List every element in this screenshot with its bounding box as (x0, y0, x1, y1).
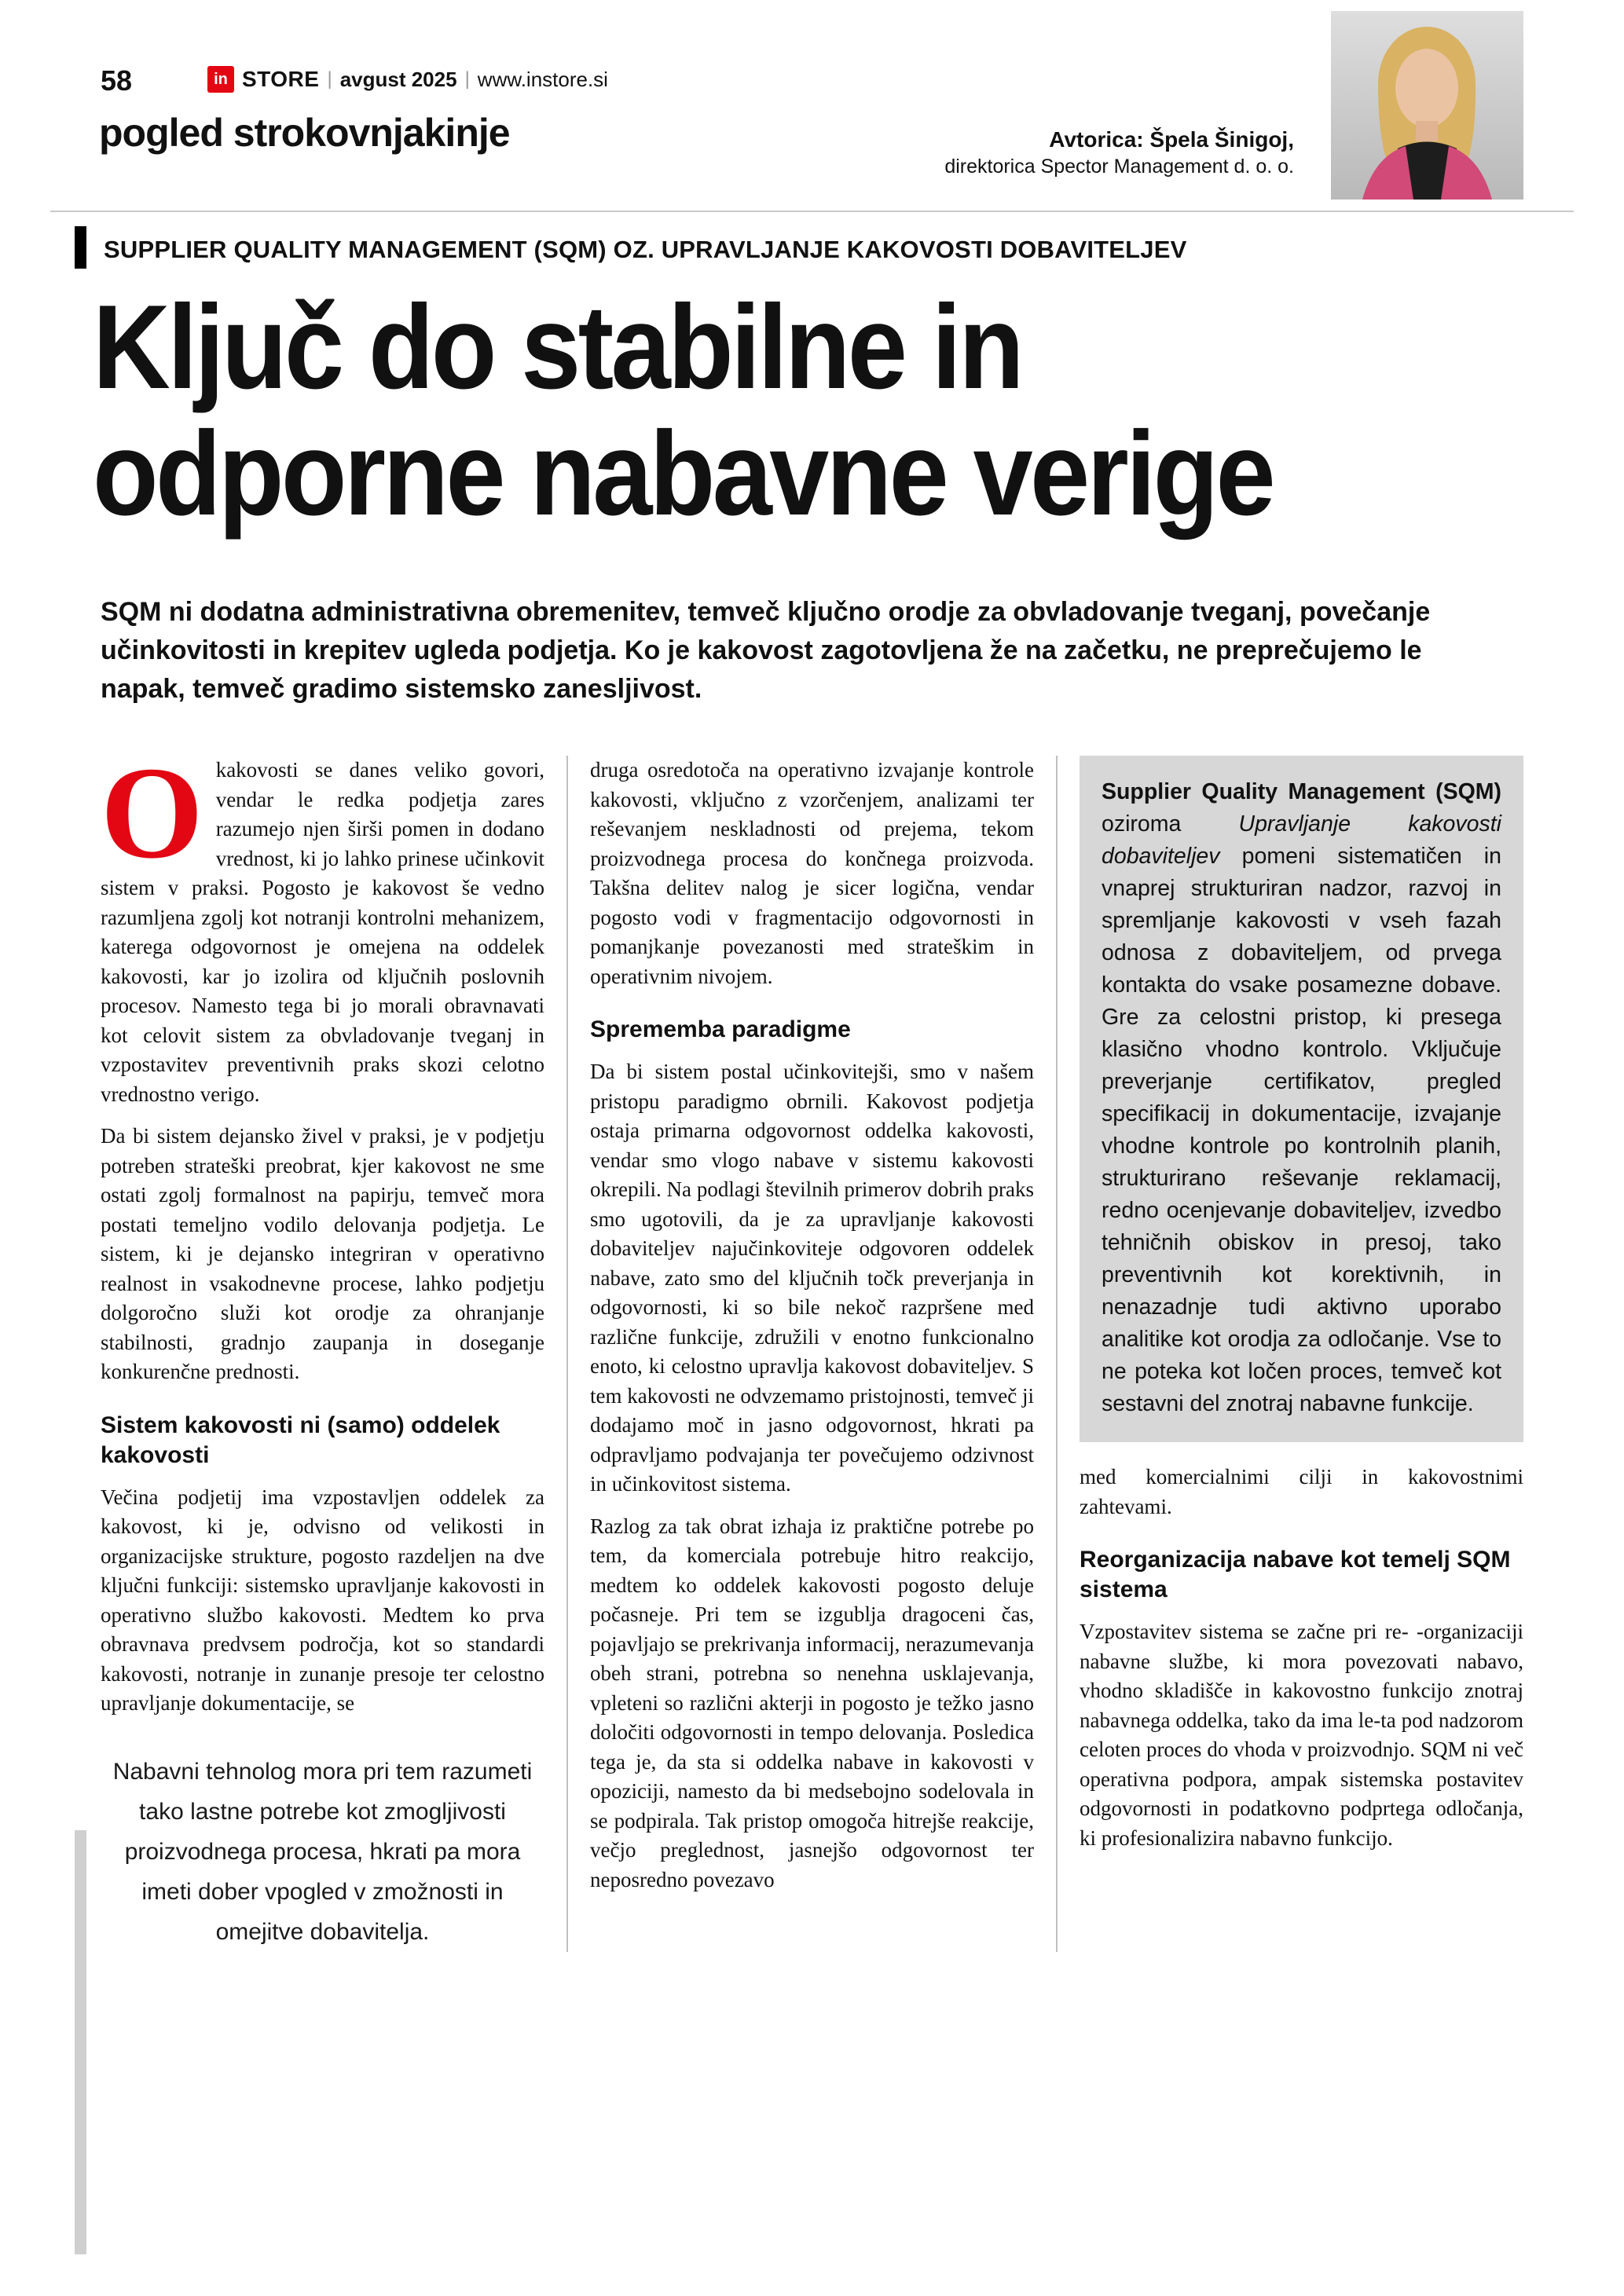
box-term-italic: Upravljanje kakovosti dobaviteljev (1102, 811, 1501, 869)
pull-quote: Nabavni tehnolog mora pri tem razumeti tako lastne potrebe kot zmogljivosti proizvodnega procesa, hkrati pa mora imeti dober vpogled v zmožnosti in omejitve dobavitelja. (112, 1758, 533, 1945)
instore-logo-text: STORE (242, 67, 320, 91)
box-text: oziroma (1102, 811, 1239, 837)
paragraph-text: kakovosti se danes veliko govori, vendar le redka podjetja zares razumejo njen širši pomen in dodano vrednost, ki jo lahko prinese učinkovit sistem v praksi. Pogosto je kakovost še vedno razumljena zgolj kot notranji kontrolni mehanizem, katerega odgovornost je omejena na oddelek kakovosti, kar jo izolira od ključnih poslovnih procesov. Namesto tega bi jo morali obravnavati kot celovit sistem za obvladovanje tveganj in vzpostavitev preventivnih praks skozi celotno vrednostno verigo. (101, 758, 544, 1106)
author-role: direktorica Spector Management d. o. o. (944, 156, 1294, 178)
paragraph: Razlog za tak obrat izhaja iz praktične potrebe po tem, da komerciala potrebuje hitro reakcijo, medtem ko oddelek kakovosti pogosto deluje počasneje. Pri tem se izgublja dragoceni čas, pojavljajo se prekrivanja informacij, nerazumevanja obeh strani, potrebna so nenehna usklajevanja, vpleteni so različni akterji in pogosto je težko jasno določiti odgovornosti in tempo delovanja. Posledica tega je, da sta si oddelka nabave in kakovosti v opoziciji, namesto da bi medsebojno sodelovala in se podpirala. Tak pristop omogoča hitrejše reakcije, večjo preglednost, jasnejšo odgovornost ter neposredno povezavo (590, 1514, 1034, 1891)
instore-masthead (207, 66, 608, 93)
box-term-bold: Supplier Quality Management (SQM) (1102, 779, 1501, 804)
paragraph: Večina podjetij ima vzpostavljen oddelek za kakovost, ki je, odvisno od velikosti in organizacijske strukture, pogosto razdeljen na dve ključni funkciji: sistemsko upravljanje kakovosti in operativno službo kakovosti. Medtem ko prva obravnava predvsem področja, kot so standardi kakovosti, notranje in zunanje presoje ter celostno upravljanje dokumentacije, se (101, 1485, 544, 1715)
article-body (101, 740, 1523, 1952)
box-text: pomeni sistematičen in vnaprej strukturiran nadzor, razvoj in spremljanje kakovosti v vseh fazah odnosa z dobaviteljem, od prvega kontakta do vsake posamezne dobave. Gre za celostni pristop, ki presega klasično vhodno kontrolo. Vključuje preverjanje certifikatov, pregled specifikacij in dokumentacije, izvajanje vhodne kontrole po kontrolnih planih, strukturirano reševanje reklamacij, redno ocenjevanje dobaviteljev, izvedbo tehničnih obiskov in presoj, tako preventivnih kot korektivnih, in nenazadnje tudi aktivno uporabo analitike kot orodja za odločanje. Vse to ne poteka kot ločen proces, temveč kot sestavni del znotraj nabavne funkcije. (1102, 844, 1501, 1416)
author-credit (823, 127, 1294, 178)
paragraph: Vzpostavitev sistema se začne pri re- -organizaciji nabavne službe, ki mora povezovati nabavo, vhodno skladišče in kakovostno funkcijo znotraj nabavnega oddelka, tako da ima le-ta pod nadzorom celoten proces do vhoda v proizvodnjo. SQM ni več operativna podpora, ampak sistemska postavitev odgovornosti in podatkovno podprtega odločanja, ki profesionalizira nabavno funkcijo. (1080, 1620, 1523, 1850)
article-headline (93, 280, 1578, 540)
column-2 (566, 756, 1034, 1952)
column-3 (1056, 756, 1523, 1952)
subheading-sistem-kakovosti: Sistem kakovosti ni (samo) oddelek kakovosti (101, 1412, 500, 1468)
paragraph (101, 740, 544, 1109)
paragraph: Da bi sistem dejansko živel v praksi, je v podjetju potreben strateški preobrat, kjer kakovost ne sme ostati zgolj formalnost na papirju, temveč mora postati temeljno vodilo delovanja podjetja. Le sistem, ki je dejansko integriran v operativno realnost in vsakodnevne procese, lahko podjetju dolgoročno služi kot orodje za ohranjanje stabilnosti, gradnjo zaupanja in doseganje konkurenčne prednosti. (101, 1124, 544, 1383)
drop-cap: O (101, 740, 203, 886)
paragraph: Da bi sistem postal učinkovitejši, smo v našem pristopu paradigmo obrnili. Kakovost podjetja ostaja primarna odgovornost oddelka kakovosti, vendar smo vlogo nabave v sistemu kakovosti okrepili. Na podlagi številnih primerov dobrih praks smo ugotovili, da je za upravljanje kakovosti dobaviteljev najučinkoviteje odgovoren oddelek nabave, zato smo del ključnih točk preverjanja in odgovornosti, ki so bile nekoč razpršene med različne funkcije, združili v enotno funkcionalno enoto, ki celostno upravlja kakovost dobaviteljev. S tem kakovosti ne odvzemamo pristojnosti, temveč ji dodajamo moč in jasno odgovornost, hkrati pa odpravljamo podvajanja ter povečujemo odzivnost in učinkovitost sistema. (590, 1060, 1034, 1496)
pull-quote-accent-bar (75, 1830, 86, 2254)
headline-line-1: Ključ do stabilne in (93, 280, 1022, 414)
column-1 (101, 740, 544, 1952)
issue-date: avgust 2025 (339, 67, 457, 91)
section-title: pogled strokovnjakinje (99, 111, 510, 155)
paragraph: med komercialnimi cilji in kakovostnimi zahtevami. (1080, 1465, 1523, 1518)
subheading-reorganizacija: Reorganizacija nabave kot temelj SQM sistema (1080, 1547, 1511, 1602)
instore-logo-icon: in (207, 66, 234, 93)
paragraph: druga osredotoča na operativno izvajanje kontrole kakovosti, vključno z vzorčenjem, analizami ter reševanjem neskladnosti od prejema, tekom proizvodnega procesa do končnega proizvoda. Takšna delitev nalog je sicer logična, vendar pogosto vodi v fragmentacijo odgovornosti in pomanjkanje povezanosti med strateškim in operativnim nivojem. (590, 758, 1034, 988)
article-kicker: SUPPLIER QUALITY MANAGEMENT (SQM) OZ. UPRAVLJANJE KAKOVOSTI DOBAVITELJEV (104, 236, 1187, 263)
page-number: 58 (101, 64, 133, 97)
header-divider (50, 211, 1574, 212)
sqm-definition-box (1080, 756, 1523, 1442)
masthead-separator: | (464, 68, 470, 90)
article-lead: SQM ni dodatna administrativna obremenitev, temveč ključno orodje za obvladovanje tveganj, povečanje učinkovitosti in krepitev ugleda podjetja. Ko je kakovost zagotovljena že na začetku, ne preprečujemo le napak, temveč gradimo sistemsko zanesljivost. (101, 597, 1431, 704)
masthead-separator: | (327, 68, 332, 90)
author-name: Avtorica: Špela Šinigoj, (1049, 127, 1294, 152)
headline-line-2: odporne nabavne verige (93, 407, 1274, 540)
subheading-sprememba-paradigme: Sprememba paradigme (590, 1016, 851, 1042)
website-url: www.instore.si (477, 67, 608, 91)
kicker-accent-bar (75, 226, 86, 269)
author-photo (1331, 11, 1523, 200)
